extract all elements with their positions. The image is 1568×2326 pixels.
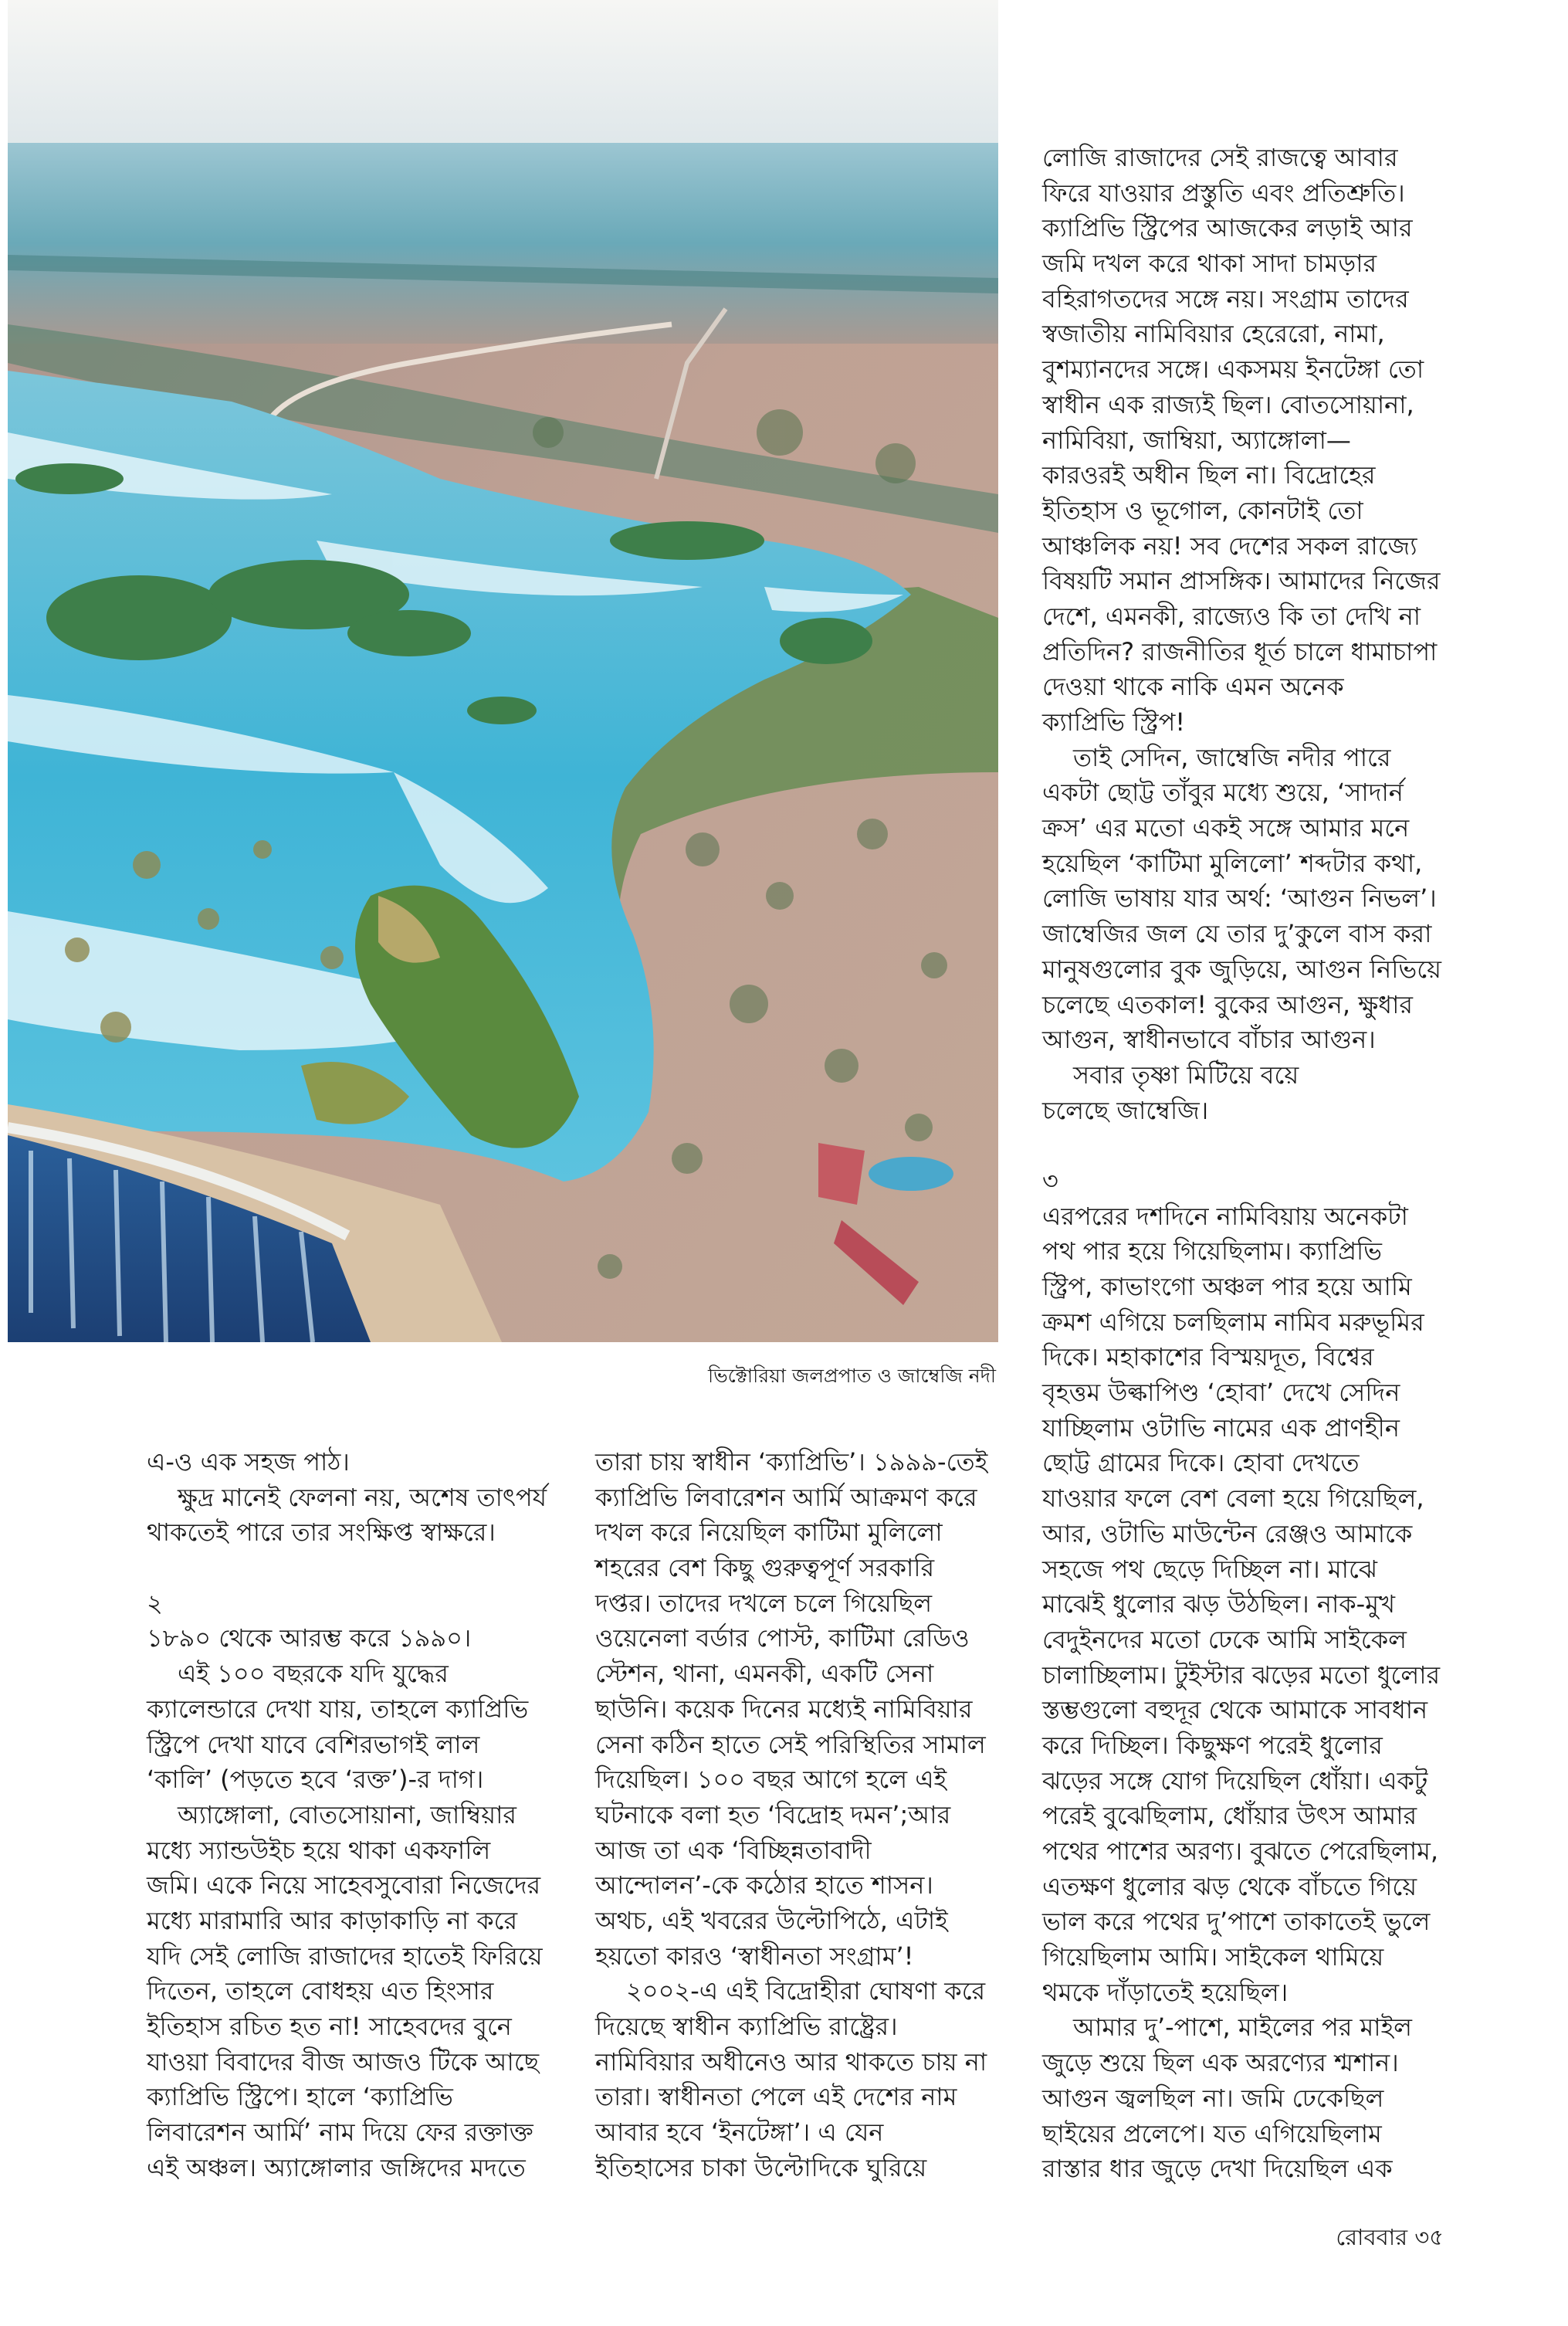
text-line: স্বাধীন এক রাজ্যই ছিল। বোতসোয়ানা, — [1042, 389, 1414, 419]
text-line: এতক্ষণ ধুলোর ঝড় থেকে বাঁচতে গিয়ে — [1042, 1871, 1417, 1901]
text-line: আন্দোলন’-কে কঠোর হাতে শাসন। — [595, 1870, 933, 1900]
text-line: এ-ও এক সহজ পাঠ। — [147, 1447, 350, 1477]
text-line: স্তম্ভগুলো বহুদূর থেকে আমাকে সাবধান — [1042, 1695, 1428, 1725]
text-line: যাওয়ার ফলে বেশ বেলা হয়ে গিয়েছিল, — [1042, 1483, 1424, 1514]
blank-line — [1042, 1128, 1459, 1164]
text-line: আগুন, স্বাধীনভাবে বাঁচার আগুন। — [1042, 1025, 1376, 1055]
text-line: দিয়েছে স্বাধীন ক্যাপ্রিভি রাষ্ট্রের। — [595, 2012, 898, 2041]
text-line: সহজে পথ ছেড়ে দিচ্ছিল না। মাঝে — [1042, 1554, 1378, 1584]
text-line: জুড়ে শুয়ে ছিল এক অরণ্যের শ্মশান। — [1042, 2048, 1399, 2078]
text-line: নামিবিয়ার অধীনেও আর থাকতে চায় না — [595, 2046, 987, 2077]
text-line: এই অঞ্চল। অ্যাঙ্গোলার জঙ্গিদের মদতে — [147, 2152, 526, 2182]
text-line: দপ্তর। তাদের দখলে চলে গিয়েছিল — [595, 1588, 933, 1618]
text-line: বেদুইনদের মতো ঢেকে আমি সাইকেল — [1042, 1624, 1407, 1654]
text-line: গিয়েছিলাম আমি। সাইকেল থামিয়ে — [1042, 1942, 1384, 1972]
text-line: চলেছে জাম্বেজি। — [1042, 1095, 1209, 1125]
text-line: বুশম্যানদের সঙ্গে। একসময় ইনটেঙ্গা তো — [1042, 354, 1424, 385]
text-line: স্বজাতীয় নামিবিয়ার হেরেরো, নামা, — [1042, 319, 1385, 349]
text-line: ক্যাপ্রিভি স্ট্রিপ! — [1042, 707, 1186, 737]
blank-line — [147, 1551, 564, 1586]
text-line: লোজি রাজাদের সেই রাজত্বে আবার — [1042, 143, 1398, 172]
text-line: পথ পার হয়ে গিয়েছিলাম। ক্যাপ্রিভি — [1042, 1236, 1382, 1266]
text-line: স্ট্রিপ, কাভাংগো অঞ্চল পার হয়ে আমি — [1042, 1272, 1412, 1301]
text-line: দেওয়া থাকে নাকি এমন অনেক — [1042, 672, 1344, 702]
article-column-middle — [595, 1445, 1004, 2185]
text-line: ছাইয়ের প্রলেপে। যত এগিয়েছিলাম — [1042, 2118, 1382, 2148]
text-line: স্ট্রিপে দেখা যাবে বেশিরভাগই লাল — [147, 1729, 480, 1759]
text-line: থমকে দাঁড়াতেই হয়েছিল। — [1042, 1977, 1289, 2007]
text-line: ক্যাপ্রিভি স্ট্রিপের আজকের লড়াই আর — [1042, 213, 1413, 243]
text-line: একটা ছোট্ট তাঁবুর মধ্যে শুয়ে, ‘সাদার্ন — [1042, 778, 1404, 808]
magazine-name: রোববার — [1336, 2224, 1408, 2250]
text-line: রাস্তার ধার জুড়ে দেখা দিয়েছিল এক — [1042, 2154, 1393, 2184]
text-line: ছোট্ট গ্রামের দিকে। হোবা দেখতে — [1042, 1448, 1360, 1478]
text-line: মাঝেই ধুলোর ঝড় উঠছিল। নাক-মুখ — [1042, 1589, 1395, 1619]
text-line: ইতিহাসের চাকা উল্টোদিকে ঘুরিয়ে — [595, 2152, 927, 2182]
text-line: যাচ্ছিলাম ওটাভি নামের এক প্রাণহীন — [1042, 1412, 1400, 1443]
text-line: ১৮৯০ থেকে আরম্ভ করে ১৯৯০। — [147, 1623, 472, 1653]
text-line: হয়েছিল ‘কাটিমা মুলিলো’ শব্দটার কথা, — [1042, 848, 1423, 878]
text-line: আজ তা এক ‘বিচ্ছিন্নতাবাদী — [595, 1835, 872, 1865]
text-line: সবার তৃষ্ণা মিটিয়ে বয়ে — [1073, 1060, 1299, 1090]
text-line: যদি সেই লোজি রাজাদের হাতেই ফিরিয়ে — [147, 1941, 543, 1971]
text-line: ক্রমশ এগিয়ে চলছিলাম নামিব মরুভূমির — [1042, 1307, 1424, 1337]
text-line: বিষয়টি সমান প্রাসঙ্গিক। আমাদের নিজের — [1042, 566, 1441, 596]
text-line: দিয়েছিল। ১০০ বছর আগে হলে এই — [595, 1765, 947, 1795]
text-line: তারা চায় স্বাধীন ‘ক্যাপ্রিভি’। ১৯৯৯-তেই — [595, 1447, 988, 1477]
text-line: ২০০২-এ এই বিদ্রোহীরা ঘোষণা করে — [626, 1976, 986, 2006]
text-line: পথের পাশের অরণ্য। বুঝতে পেরেছিলাম, — [1042, 1836, 1439, 1866]
text-line: তাই সেদিন, জাম্বেজি নদীর পারে — [1073, 742, 1391, 772]
victoria-falls-aerial-photo — [8, 0, 998, 1342]
article-column-right — [1042, 141, 1459, 2187]
text-line: ‘কালি’ (পড়তে হবে ‘রক্ত’)-র দাগ। — [147, 1765, 484, 1795]
text-line: ভাল করে পথের দু’পাশে তাকাতেই ভুলে — [1042, 1907, 1431, 1937]
text-line: সেনা কঠিন হাতে সেই পরিস্থিতির সামাল — [595, 1729, 986, 1759]
text-line: ক্রস’ এর মতো একই সঙ্গে আমার মনে — [1042, 813, 1410, 843]
text-line: মানুষগুলোর বুক জুড়িয়ে, আগুন নিভিয়ে — [1042, 954, 1441, 984]
text-line: ঘটনাকে বলা হত ‘বিদ্রোহ দমন’;আর — [595, 1799, 951, 1829]
text-line: মধ্যে স্যান্ডউইচ হয়ে থাকা একফালি — [147, 1835, 491, 1865]
text-line: শহরের বেশ কিছু গুরুত্বপূর্ণ সরকারি — [595, 1553, 935, 1583]
text-line: নামিবিয়া, জাম্বিয়া, অ্যাঙ্গোলা— — [1042, 425, 1351, 455]
text-line: লিবারেশন আর্মি’ নাম দিয়ে ফের রক্তাক্ত — [147, 2117, 533, 2148]
text-line: আবার হবে ‘ইনটেঙ্গা’। এ যেন — [595, 2117, 884, 2148]
section-number: ৩ — [1042, 1165, 1058, 1195]
text-line: আমার দু’-পাশে, মাইলের পর মাইল — [1073, 2012, 1413, 2043]
text-line: অথচ, এই খবরের উল্টোপিঠে, এটাই — [595, 1905, 948, 1935]
text-line: এই ১০০ বছরকে যদি যুদ্ধের — [178, 1659, 449, 1689]
article-column-left — [147, 1445, 564, 2185]
text-line: করে দিচ্ছিল। কিছুক্ষণ পরেই ধুলোর — [1042, 1730, 1383, 1760]
text-line: আঞ্চলিক নয়! সব দেশের সকল রাজ্যে — [1042, 531, 1417, 561]
text-line: ইতিহাস রচিত হত না! সাহেবদের বুনে — [147, 2012, 512, 2041]
text-line: তারা। স্বাধীনতা পেলে এই দেশের নাম — [595, 2082, 957, 2112]
page-footer — [1336, 2220, 1444, 2258]
section-number: ২ — [147, 1588, 163, 1618]
text-line: চলেছে এতকাল! বুকের আগুন, ক্ষুধার — [1042, 989, 1413, 1019]
text-line: দিতেন, তাহলে বোধহয় এত হিংসার — [147, 1976, 494, 2006]
text-line: বৃহত্তম উল্কাপিণ্ড ‘হোবা’ দেখে সেদিন — [1042, 1378, 1400, 1408]
text-line: বহিরাগতদের সঙ্গে নয়। সংগ্রাম তাদের — [1042, 283, 1409, 314]
text-line: দখল করে নিয়েছিল কাটিমা মুলিলো — [595, 1517, 943, 1548]
text-line: জাম্বেজির জল যে তার দু’কুলে বাস করা — [1042, 919, 1432, 949]
text-line: হয়তো কারও ‘স্বাধীনতা সংগ্রাম’! — [595, 1941, 914, 1971]
text-line: লোজি ভাষায় যার অর্থ: ‘আগুন নিভল’। — [1042, 883, 1437, 914]
text-line: ক্যাপ্রিভি স্ট্রিপে। হালে ‘ক্যাপ্রিভি — [147, 2082, 453, 2112]
text-line: ক্যালেন্ডারে দেখা যায়, তাহলে ক্যাপ্রিভি — [147, 1694, 529, 1724]
text-line: যাওয়া বিবাদের বীজ আজও টিকে আছে — [147, 2046, 540, 2077]
text-line: এরপরের দশদিনে নামিবিয়ায় অনেকটা — [1042, 1201, 1408, 1231]
text-line: চালাচ্ছিলাম। টুইস্টার ঝড়ের মতো ধুলোর — [1042, 1660, 1441, 1690]
text-line: ক্ষুদ্র মানেই ফেলনা নয়, অশেষ তাৎপর্য — [178, 1482, 547, 1512]
text-line: দেশে, এমনকী, রাজ্যেও কি তা দেখি না — [1042, 601, 1421, 631]
photo-caption: ভিক্টোরিয়া জলপ্রপাত ও জাম্বেজি নদী — [708, 1365, 996, 1387]
page-number: ৩৫ — [1414, 2224, 1444, 2250]
text-line: স্টেশন, থানা, এমনকী, একটি সেনা — [595, 1659, 934, 1689]
text-line: জমি। একে নিয়ে সাহেবসুবোরা নিজেদের — [147, 1870, 541, 1900]
text-line: অ্যাঙ্গোলা, বোতসোয়ানা, জাম্বিয়ার — [178, 1799, 516, 1829]
text-line: ইতিহাস ও ভূগোল, কোনটাই তো — [1042, 495, 1363, 525]
text-line: ছাউনি। কয়েক দিনের মধ্যেই নামিবিয়ার — [595, 1694, 973, 1724]
text-line: মধ্যে মারামারি আর কাড়াকাড়ি না করে — [147, 1905, 518, 1935]
text-line: পরেই বুঝেছিলাম, ধোঁয়ার উৎস আমার — [1042, 1801, 1417, 1831]
text-line: ফিরে যাওয়ার প্রস্তুতি এবং প্রতিশ্রুতি। — [1042, 178, 1405, 208]
text-line: ওয়েনেলা বর্ডার পোস্ট, কাটিমা রেডিও — [595, 1623, 970, 1653]
text-line: দিকে। মহাকাশের বিস্ময়দূত, বিশ্বের — [1042, 1342, 1374, 1372]
text-line: জমি দখল করে থাকা সাদা চামড়ার — [1042, 249, 1377, 279]
text-line: প্রতিদিন? রাজনীতির ধূর্ত চালে ধামাচাপা — [1042, 636, 1438, 666]
text-line: কারওরই অধীন ছিল না। বিদ্রোহের — [1042, 460, 1376, 490]
text-line: ক্যাপ্রিভি লিবারেশন আর্মি আক্রমণ করে — [595, 1482, 977, 1512]
text-line: আগুন জ্বলছিল না। জমি ঢেকেছিল — [1042, 2083, 1384, 2113]
text-line: থাকতেই পারে তার সংক্ষিপ্ত স্বাক্ষরে। — [147, 1517, 496, 1548]
text-line: আর, ওটাভি মাউন্টেন রেঞ্জও আমাকে — [1042, 1518, 1413, 1548]
text-line: ঝড়ের সঙ্গে যোগ দিয়েছিল ধোঁয়া। একটু — [1042, 1765, 1428, 1795]
